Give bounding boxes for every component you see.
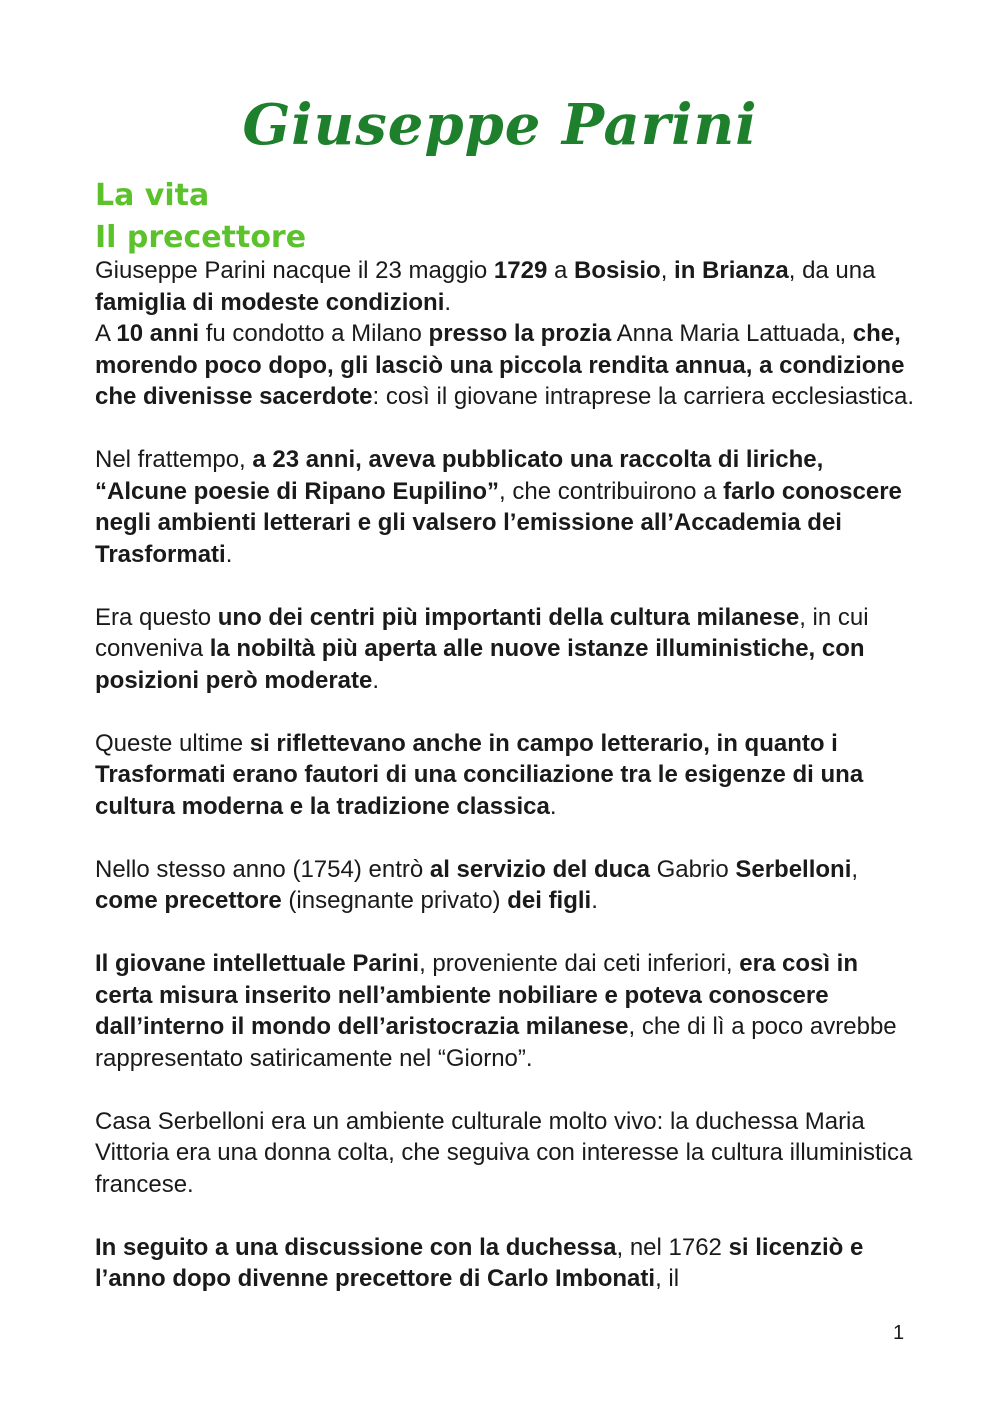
bold-text: si licenziò e l’anno dopo divenne precettore di Carlo Imbonati [95,1233,864,1292]
text-run: , [660,257,675,284]
text-run: , da una [788,257,876,284]
paragraph [95,444,915,570]
text-run: a [547,257,574,284]
bold-text: la nobiltà più aperta alle nuove istanze illuministiche, con posizioni però moderate [95,635,865,694]
text-run: , nel 1762 [616,1233,729,1261]
bold-text: 1729 [493,257,548,284]
paragraph [95,1106,915,1201]
bold-text: si riflettevano anche in campo letterario, in quanto i Trasformati erano fautori di una conciliazione tra le esigenze di una cultura moderna e la tradizione classica [95,729,864,820]
bold-text: che, morendo poco dopo, gli lasciò una piccola rendita annua, a condizione che divenisse sacerdote [95,320,905,410]
document-body [95,255,915,1326]
bold-text: famiglia di modeste condizioni [95,288,445,316]
text-run: , in cui conveniva [95,603,869,662]
text-run: Gabrio [649,855,736,883]
text-run: Era questo [95,603,218,631]
paragraph [95,948,915,1074]
text-run: , che di lì a poco avrebbe rappresentato satiricamente nel “Giorno”. [95,1013,897,1072]
paragraph [95,255,915,413]
bold-text: come precettore [95,887,282,914]
text-run: . [225,540,233,568]
page-title: Giuseppe Parini [242,92,758,158]
text-run: , [851,855,859,883]
text-run: (insegnante privato) [281,887,508,914]
bold-text: in Brianza [674,257,789,284]
bold-text: Bosisio [574,257,661,284]
text-run: , proveniente dai ceti inferiori, [419,950,740,977]
bold-text: farlo conoscere negli ambienti letterari e gli valsero l’emissione all’Accademia dei Trasformati [95,477,902,568]
text-run: , il [655,1265,680,1292]
text-run: Casa Serbelloni era un ambiente culturale molto vivo: la duchessa Maria Vittoria era una donna colta, che seguiva con interesse la cultura illuministica francese. [95,1107,913,1198]
paragraph [95,728,915,823]
text-run: . [444,288,452,316]
text-run: Nel frattempo, [95,446,253,473]
text-run: . [591,887,598,914]
bold-text: 10 anni [116,320,200,347]
paragraph [95,602,915,697]
bold-text: presso la prozia [428,320,612,347]
text-run: fu condotto a Milano [199,320,429,347]
bold-text: Serbelloni [735,855,852,883]
page-number: 1 [893,1322,905,1344]
text-run: . [372,666,380,694]
bold-text: era così in certa misura inserito nell’ambiente nobiliare e poteva conoscere dall’interno il mondo dell’aristocrazia milanese [95,950,858,1040]
bold-text: uno dei centri più importanti della cultura milanese [217,603,800,631]
text-run: Queste ultime [95,729,250,757]
bold-text: a 23 anni, aveva pubblicato una raccolta di liriche, “Alcune poesie di Ripano Eupilino” [95,446,824,505]
bold-text: dei figli [507,887,592,914]
subsection-heading: Il precettore [95,220,307,255]
bold-text: al servizio del duca [429,855,650,883]
bold-text: In seguito a una discussione con la duchessa [95,1233,617,1261]
text-run: Anna Maria Lattuada, [611,320,853,347]
section-heading: La vita [95,178,210,213]
text-run: A [95,320,117,347]
text-run: : così il giovane intraprese la carriera ecclesiastica. [372,383,915,410]
paragraph [95,854,915,917]
text-run: Giuseppe Parini nacque il 23 maggio [95,257,494,284]
text-run: Nello stesso anno (1754) entrò [95,855,430,883]
text-run: , che contribuirono a [499,477,724,505]
paragraph [95,1232,915,1295]
bold-text: Il giovane intellettuale Parini [95,950,420,977]
text-run: . [549,792,557,820]
